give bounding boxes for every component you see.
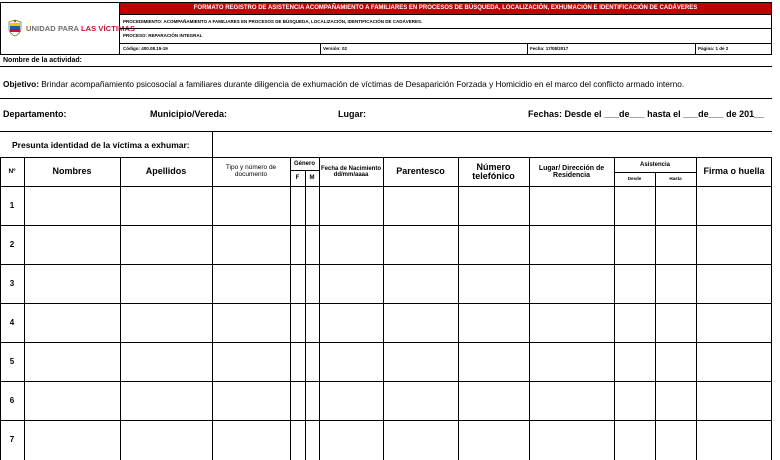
col-apellidos: Apellidos <box>145 166 187 177</box>
table-vline <box>458 157 459 460</box>
row-number: 2 <box>9 240 15 249</box>
codigo-text: Código: 400.08.15-19 <box>123 46 168 51</box>
table-vline <box>290 157 291 460</box>
col-residencia: Lugar/ Dirección de Residencia <box>538 164 605 179</box>
col-firma: Firma o huella <box>703 166 765 177</box>
col-parentesco: Parentesco <box>396 166 445 177</box>
pagina-text: Página: 1 de 2 <box>695 44 771 54</box>
logo-cell <box>1 3 136 54</box>
table-vline <box>771 157 772 460</box>
col-asistencia-desde: Desde <box>627 176 642 182</box>
table-vline <box>529 157 530 460</box>
row-number: 4 <box>9 318 15 327</box>
activity-label: Nombre de la actividad: <box>3 57 82 64</box>
table-vline <box>120 157 121 460</box>
table-vline <box>696 157 697 460</box>
version-text: Versión: 02 <box>320 44 527 54</box>
table-vline <box>212 157 213 460</box>
lugar-label: Lugar: <box>338 109 366 119</box>
row-number: 3 <box>9 279 15 288</box>
municipio-label: Municipio/Vereda: <box>150 109 228 119</box>
table-vline <box>655 172 656 460</box>
row-number: 1 <box>9 201 15 210</box>
presunta-label: Presunta identidad de la víctima a exhumar: <box>12 140 190 150</box>
colombia-seal-icon <box>7 19 23 37</box>
col-asistencia-hasta: Hasta <box>669 176 682 182</box>
row-line <box>0 420 772 421</box>
table-vline <box>614 157 615 460</box>
proceso-text: PROCESO: REPARACIÓN INTEGRAL <box>120 28 771 43</box>
col-nacimiento: Fecha de Nacimiento dd/mm/aaaa <box>320 165 382 178</box>
fechas-label: Fechas: Desde el ___de___ hasta el ___de___ de 201__ <box>528 109 765 119</box>
col-telefono: Número telefónico <box>472 161 515 181</box>
objective-text: Objetivo: Brindar acompañamiento psicosocial a familiares durante diligencia de exhumación de víctimas de Desaparición Forzada y Homicidio en el marco del conflicto armado interno. <box>3 79 685 89</box>
table-vline <box>24 157 25 460</box>
table-vline <box>305 170 306 460</box>
row-number: 7 <box>9 435 15 444</box>
divider <box>0 131 772 132</box>
col-genero: Género <box>293 160 315 167</box>
departamento-label: Departamento: <box>3 109 67 119</box>
meta-row <box>120 43 771 54</box>
col-nombres: Nombres <box>52 166 92 177</box>
logo-wordmark: UNIDAD PARA LAS VÍCTIMAS <box>26 24 136 33</box>
col-asistencia: Asistencia <box>639 161 670 168</box>
form-header <box>0 2 772 55</box>
table-vline <box>383 157 384 460</box>
col-documento: Tipo y número de documento <box>225 164 277 178</box>
row-line <box>0 225 772 226</box>
col-genero-m: M <box>309 175 315 182</box>
row-number: 5 <box>9 357 15 366</box>
row-line <box>0 264 772 265</box>
table-vline <box>319 157 320 460</box>
divider <box>0 66 772 67</box>
row-line <box>0 342 772 343</box>
row-line <box>0 303 772 304</box>
fecha-text: Fecha: 17/08/2017 <box>527 44 695 54</box>
procedimiento-text: PROCEDIMIENTO: ACOMPAÑAMIENTO A FAMILIARES EN PROCESOS DE BÚSQUEDA, LOCALIZACIÓN, IDENTIFICACIÓN DE CADÁVERES. <box>120 14 771 28</box>
row-number: 6 <box>9 396 15 405</box>
col-genero-f: F <box>295 175 300 182</box>
form-title: FORMATO REGISTRO DE ASISTENCIA ACOMPAÑAMIENTO A FAMILIARES EN PROCESOS DE BÚSQUEDA, LOCALIZACIÓN, EXHUMACIÓN E IDENTIFICACIÓN DE CADÁVERES <box>120 3 771 14</box>
table-header-bottom <box>0 186 772 187</box>
divider <box>212 131 213 157</box>
row-line <box>0 381 772 382</box>
divider <box>0 98 772 99</box>
col-numero: Nº <box>8 167 16 175</box>
